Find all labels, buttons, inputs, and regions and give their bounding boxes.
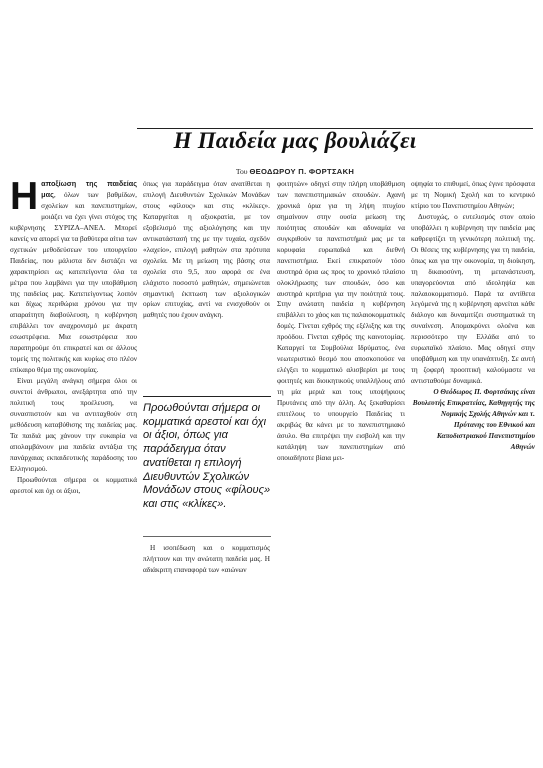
paragraph: Είναι μεγάλη ανάγκη σήμερα όλοι οι συνετοί άνθρωποι, ανεξάρτητα από την πολιτική τους προέλευση, να συνασπιστούν και να αντιταχθούν στη μεθόδευση καταβύθισης της παιδείας μας. Τα παιδιά μας χάνουν την ευκαιρία να απολαμβάνουν μια παιδεία αντάξια της πανάρχαιας εκπαιδευτικής παράδοσης του Ελληνισμού. [10,377,137,473]
author-bio: Ο Θεόδωρος Π. Φορτσάκης είναι Βουλευτής Επικρατείας, Καθηγητής της Νομικής Σχολής Αθηνών και τ. Πρύτανης του Εθνικού και Καποδιστριακού Πανεπιστημίου Αθηνών [412,387,535,451]
column-2-continued [143,543,270,576]
pull-quote: Προωθούνται σήμερα οι κομματικά αρεστοί και όχι οι άξιοι, όπως για παράδειγμα όταν ανατίθεται η επιλογή Διευθυντών Σχολικών Μονάδων στους «φίλους» και στις «κλίκες». [143,396,271,512]
byline-prefix: Του [235,167,248,176]
paragraph: όπως για παράδειγμα όταν ανατίθεται η επιλογή Διευθυντών Σχολικών Μονάδων στους «φίλους» και στις «κλίκες». Καταργείται η αξιοκρατία, με τον εξοβελισμό της αξιολόγησης και την αντικατάστασή της με την τυχαία, σχεδόν «λαχείο», επιλογή μαθητών στα πρότυπα σχολεία. Με τη μείωση της βάσης στα σχολεία στο 9,5, που αφορά σε ένα ελάχιστο ποσοστό μαθητών, σημειώνεται σημαντική έκπτωση των αξιολογικών ορίων επιτυχίας, αντί να ενισχυθούν οι μαθητές που έχουν ανάγκη. [143,180,270,320]
lead-bold-text: αποξίωση της παιδείας μας [41,179,137,199]
article-title: Η Παιδεία μας βουλιάζει [173,128,417,153]
column-2 [143,179,270,321]
paragraph: οψηφία το επιθυμεί, όπως έγινε πρόσφατα με τη Νομική Σχολή και το κεντρικό κτίριο του Πανεπιστημίου Αθηνών; [411,180,535,210]
pull-quote-rule [143,536,271,537]
paragraph: φοιτητών» οδηγεί στην πλήρη υποβάθμιση των πανεπιστημιακών σπουδών. Αχανή χρονικά όρια για τη λήψη πτυχίου σημαίνουν στην ουσία μείωση της ποιότητας σπουδών και αδυναμία να συγκριθούν τα πανεπιστήμιά μας με τα κορυφαία ευρωπαϊκά και διεθνή πανεπιστήμια. Εκεί επικρατούν τόσο αυστηρά όρια ως προς το χρονικό πλαίσιο ολοκλήρωσης των σπουδών, όσο και αυστηρά κριτήρια για την ποιότητά τους. Στην ανώτατη παιδεία η κυβέρνηση επιβάλλει το χάος και τις παλαιοκομματικές δομές. Γίνεται εχθρός της εξέλιξης και της προόδου. Γίνεται εχθρός της καινοτομίας. Καταργεί τα Συμβούλια Ιδρύματος, ένα νεωτεριστικό θεσμό που αποσκοπούσε να ελέγξει το κομματικό αλισβερίσι με τους φοιτητές και διοικητικούς υπαλλήλους από τη μία μεριά και τους υποψήφιους Πρυτάνεις από την άλλη. Ας ξεκαθαρίσει επιτέλους το υπουργείο Παιδείας τι ακριβώς θα κάνει με το πανεπιστημιακό άσυλο. Θα επιτρέψει την εισβολή και την κατάληψη των πανεπιστημίων από οποιαδήποτε βίαια μει- [277,180,405,462]
column-1 [10,175,137,497]
byline [150,167,440,176]
column-3 [277,179,405,464]
byline-author: ΘΕΟΔΩΡΟΥ Π. ΦΟΡΤΣΑΚΗ [249,167,355,176]
paragraph: Δυστυχώς, ο ευτελισμός στον οποίο υποβάλλει η κυβέρνηση την παιδεία μας καθρεφτίζει τη γενικότερη πολιτική της. Οι θέσεις της κυβέρνησης για τη παιδεία, όπως και για την οικονομία, τη διοίκηση, τη δικαιοσύνη, τη μετανάστευση, υπαγορεύονται από ιδεοληψία και παλαιοκομματισμό. Παρά τα αντίθετα λεγόμενά της η κυβέρνηση αρνείται κάθε διάλογο και δυναμιτίζει συστηματικά τη συναίνεση. Απομακρύνει ολοένα και περισσότερο την Ελλάδα από το ευρωπαϊκό πλαίσιο. Μας οδηγεί στην υποβάθμιση και την υπανάπτυξη. Σε αυτή τη ζοφερή προοπτική καλούμαστε να αντισταθούμε δυναμικά. [411,212,535,386]
paragraph: Προωθούνται σήμερα οι κομματικά αρεστοί και όχι οι άξιοι, [10,475,137,495]
drop-cap: Η [10,175,39,218]
column-4 [411,179,535,453]
paragraph: Η ισοπέδωση και ο κομματισμός πλήττουν και την ανώτατη παιδεία μας. Η αδιάκριτη επαναφορά των «αιώνων [143,544,270,574]
paragraph: , όλων των βαθμίδων, σχολείων και πανεπιστημίων, μοιάζει να έχει γίνει στόχος της κυβέρνησης ΣΥΡΙΖΑ–ΑΝΕΛ. Μπορεί κανείς να απορεί για τα βαθύτερα αίτια των σχετικών μεθοδεύσεων του υπουργείου Παιδείας, που μάλιστα δεν διστάζει να χαρακτηρίσει ως κατεπείγοντα όλα τα μέτρα που λαμβάνει για την υποβάθμιση της παιδείας μας. Κατεπείγοντως λοιπόν και δίχως περιθώρια χρόνου για την απαραίτητη διαβούλευση, η κυβέρνηση επιβάλλει τον αναχρονισμό με άκρατη εσωστρέφεια. Μια εσωστρέφεια που παρατηρούμε ότι επικρατεί και σε άλλους τομείς της πολιτικής και κυρίως στο πλέον επίκαιρο θέμα της οικονομίας. [10,190,137,375]
lead-paragraph [10,175,137,376]
